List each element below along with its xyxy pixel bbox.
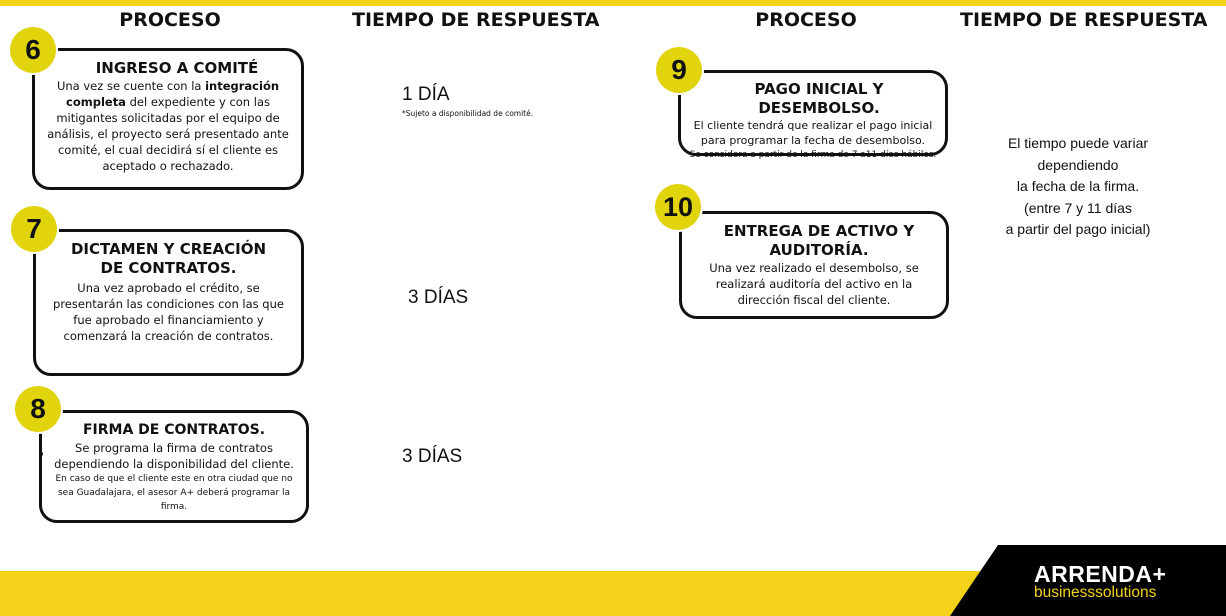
side-note-line: a partir del pago inicial)	[1005, 221, 1151, 237]
step-8-time: 3 DÍAS	[402, 446, 463, 467]
step-7-number: 7	[11, 206, 57, 252]
side-note-line: El tiempo puede variar	[1007, 135, 1149, 151]
step-8-description: Se programa la firma de contratos dependiendo la disponibilidad del cliente.	[54, 441, 294, 471]
header-tiempo-left: TIEMPO DE RESPUESTA	[352, 9, 600, 31]
step-6-time: 1 DÍA	[402, 84, 450, 105]
step-7-description: Una vez aprobado el crédito, se presentarán las condiciones con las que fue aprobado el financiamiento y comenzará la creación de contratos.	[53, 281, 284, 343]
side-note-line: la fecha de la firma.	[1016, 178, 1140, 194]
step-9-number: 9	[656, 47, 702, 93]
step-6-title: INGRESO A COMITÉ	[95, 59, 259, 77]
step-7-time: 3 DÍAS	[408, 287, 469, 308]
step-9-description: El cliente tendrá que realizar el pago inicial para programar la fecha de desembolso.	[693, 119, 933, 147]
connector-dot	[39, 452, 43, 456]
step-6-time-note: *Sujeto a disponibilidad de comité.	[402, 109, 534, 118]
side-note-line: (entre 7 y 11 días	[1024, 199, 1132, 216]
step-7-box	[33, 229, 304, 376]
step-7-title: DICTAMEN Y CREACIÓN DE CONTRATOS.	[70, 240, 267, 277]
time-side-note	[1003, 133, 1153, 241]
step-9-note: Se considera a partir de la firma de 7 a11 días hábiles.	[689, 150, 937, 160]
company-logo-main: ARRENDA+	[1034, 561, 1167, 587]
step-6-box	[32, 48, 304, 190]
header-tiempo-right: TIEMPO DE RESPUESTA	[960, 9, 1208, 31]
step-8-number: 8	[15, 386, 61, 432]
step-6-description: Una vez se cuente con la integración completa del expediente y con las mitigantes solicitadas por el equipo de análisis, el proyecto será presentado ante comité, el cual decidirá sí el cliente es aceptado o rechazado.	[47, 79, 289, 173]
header-proceso-left: PROCESO	[119, 9, 221, 31]
step-9-title: PAGO INICIAL Y DESEMBOLSO.	[754, 80, 884, 117]
step-10-title: ENTREGA DE ACTIVO Y AUDITORÍA.	[723, 222, 915, 259]
step-10-description: Una vez realizado el desembolso, se realizará auditoría del activo en la dirección fiscal del cliente.	[709, 261, 919, 307]
step-8-title: FIRMA DE CONTRATOS.	[82, 422, 266, 438]
step-8-box	[39, 410, 309, 523]
step-10-box	[679, 211, 949, 319]
side-note-line: dependiendo	[1037, 156, 1119, 173]
company-logo-subtitle: businesssolutions	[1034, 584, 1157, 601]
step-9-box	[678, 70, 948, 160]
step-6-number: 6	[10, 27, 56, 73]
step-8-note: En caso de que el cliente este en otra ciudad que no sea Guadalajara, el asesor A+ deberá programar la firma.	[55, 474, 293, 512]
top-accent-bar	[0, 0, 1226, 6]
header-proceso-right: PROCESO	[755, 9, 857, 31]
step-10-number: 10	[655, 184, 701, 230]
